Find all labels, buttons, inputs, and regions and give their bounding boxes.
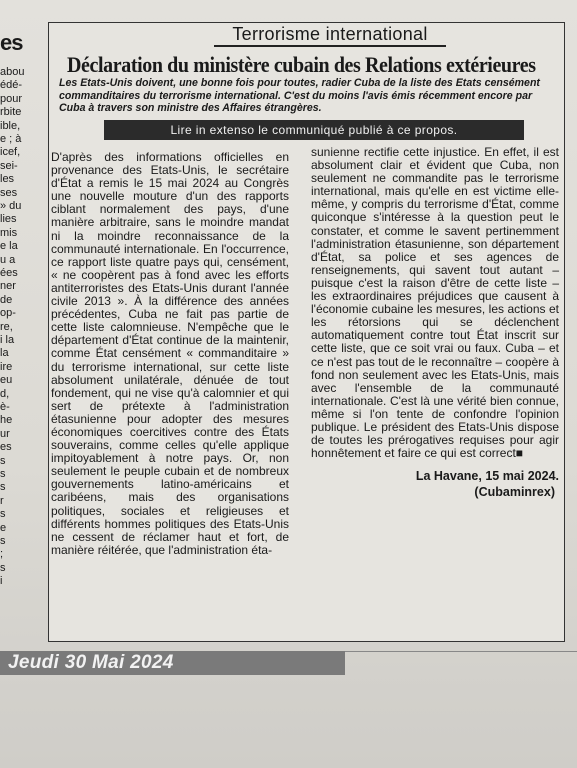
adjacent-text-fragment: e la xyxy=(0,240,18,253)
adjacent-text-fragment: ner xyxy=(0,280,16,293)
adjacent-text-fragment: ; xyxy=(0,548,4,561)
adjacent-text-fragment: he xyxy=(0,414,13,427)
adjacent-text-fragment: rbite xyxy=(0,106,22,119)
article-headline: Déclaration du ministère cubain des Relations extérieures xyxy=(67,53,536,78)
column-2-text: sunienne rectifie cette injustice. En effet, il est absolument clair et évident que Cuba, non seulement ne commandite pas le terrorisme international, mais qu'elle en est victime elle-même, y compris du terrorisme d'État, comme quiconque s'intéresse à la question peut le constater, et comme le savent pertinemment l'administration étasunienne, son département d'État, sa police et ses agences de renseignements, qui savent tout autant – puisque c'est la raison d'être de cette liste – les extraordinaires préjudices que causent à l'économie cubaine les mesures, les actions et les rétorsions qui se déclenchent automatiquement contre tout État inscrit sur cette liste, que ce soit vrai ou faux. Cuba – et ce n'est pas tout de le reconnaître – coopère à fond non seulement avec les Etats-Unis, mais avec l'ensemble de la communauté internationale. C'est là une vérité bien connue, même si l'on tente de confondre l'opinion publique. Le président des Etats-Unis dispose de toutes les prérogatives requises pour agir honnêtement et faire ce qui est correct■ xyxy=(311,145,559,461)
adjacent-text-fragment: s xyxy=(0,481,6,494)
dateline: La Havane, 15 mai 2024. xyxy=(415,469,559,484)
adjacent-article-fragment xyxy=(0,0,40,640)
adjacent-text-fragment: i xyxy=(0,575,3,588)
adjacent-text-fragment: de xyxy=(0,293,13,306)
article-frame xyxy=(48,22,565,642)
adjacent-text-fragment: sei- xyxy=(0,159,18,172)
adjacent-text-fragment: lies xyxy=(0,213,17,226)
adjacent-text-fragment: r xyxy=(0,494,4,507)
adjacent-text-fragment: op- xyxy=(0,307,16,320)
adjacent-text-fragment: s xyxy=(0,454,6,467)
adjacent-text-fragment: es xyxy=(0,441,12,454)
adjacent-text-fragment: la xyxy=(0,347,9,360)
issue-date: Jeudi 30 Mai 2024 xyxy=(8,652,174,673)
adjacent-headline-fragment: es xyxy=(0,30,23,55)
source-signature: (Cubaminrex) xyxy=(474,485,555,500)
adjacent-text-fragment: e xyxy=(0,521,7,534)
adjacent-text-fragment: s xyxy=(0,535,6,547)
article-column-2 xyxy=(311,146,559,500)
section-rubric: Terrorisme international xyxy=(214,23,446,47)
adjacent-text-fragment: re, xyxy=(0,320,13,333)
adjacent-text-fragment: abou xyxy=(0,66,25,78)
adjacent-text-fragment: ur xyxy=(0,427,10,440)
adjacent-text-fragment: mis xyxy=(0,226,18,239)
adjacent-text-fragment: s xyxy=(0,561,6,574)
adjacent-text-fragment: d, xyxy=(0,387,10,400)
adjacent-text-fragment: e ; à xyxy=(0,133,22,145)
adjacent-text-fragment: eu xyxy=(0,374,13,387)
adjacent-text-fragment: u a xyxy=(0,253,16,266)
issue-date-bar xyxy=(0,651,345,675)
column-1-text: D'après des informations officielles en provenance des Etats-Unis, le secrétaire d'État a remis le 15 mai 2024 au Congrès une nouvelle mouture d'un des rapports ciblant normalement des pays, d'une manière arbitraire, sans le moindre mandat ni la moindre reconnaissance de la communauté internationale. En l'occurrence, ce rapport liste quatre pays qui, censément, « ne coopèrent pas à fond avec les efforts antiterroristes des Etats-Unis durant l'année civile 2013 ». À la différence des années précédentes, Cuba ne fait pas partie de cette liste calomnieuse. N'empêche que le département d'État continue de la maintenir, comme État censément « commanditaire » du terrorisme international, sur cette liste absolument unilatérale, dénuée de tout fondement, qui ne vise qu'à calomnier et qui sert de prétexte à l'administration étasunienne pour adopter des mesures économiques coercitives contre des États souverains, comme celles qu'elle applique impitoyablement à notre pays. Or, non seulement le peuple cubain et de nombreux gouvernements latino-américains et caribéens, mais des organisations politiques, sociales et religieuses et différents hommes politiques des Etats-Unis ne cessent de réclamer haut et fort, de manière réitérée, que l'administration éta- xyxy=(51,150,289,557)
adjacent-text-fragment: è- xyxy=(0,401,10,413)
adjacent-text-fragment: pour xyxy=(0,92,23,105)
footer-rule xyxy=(345,651,577,652)
section-banner: Lire in extenso le communiqué publié à ce propos. xyxy=(104,120,524,140)
article-column-1 xyxy=(51,151,289,557)
adjacent-text-fragment: ses xyxy=(0,186,18,199)
article-lead: Les Etats-Unis doivent, une bonne fois pour toutes, radier Cuba de la liste des Etats censément commanditaires du terrorisme international. C'est du moins l'avis émis récemment encore par Cuba à travers son ministre des Affaires étrangères. xyxy=(59,77,540,115)
adjacent-text-fragment: icef, xyxy=(0,146,21,159)
adjacent-text-fragment: i la xyxy=(0,334,15,346)
adjacent-text-fragment: s xyxy=(0,508,6,521)
adjacent-text-fragment: » du xyxy=(0,200,22,212)
adjacent-text-fragment: ées xyxy=(0,267,18,279)
adjacent-text-fragment: ible, xyxy=(0,119,21,132)
adjacent-text-fragment: les xyxy=(0,173,15,186)
adjacent-text-fragment: édé- xyxy=(0,79,23,92)
adjacent-text-fragment: ire xyxy=(0,360,13,373)
adjacent-text-fragment: s xyxy=(0,468,6,480)
